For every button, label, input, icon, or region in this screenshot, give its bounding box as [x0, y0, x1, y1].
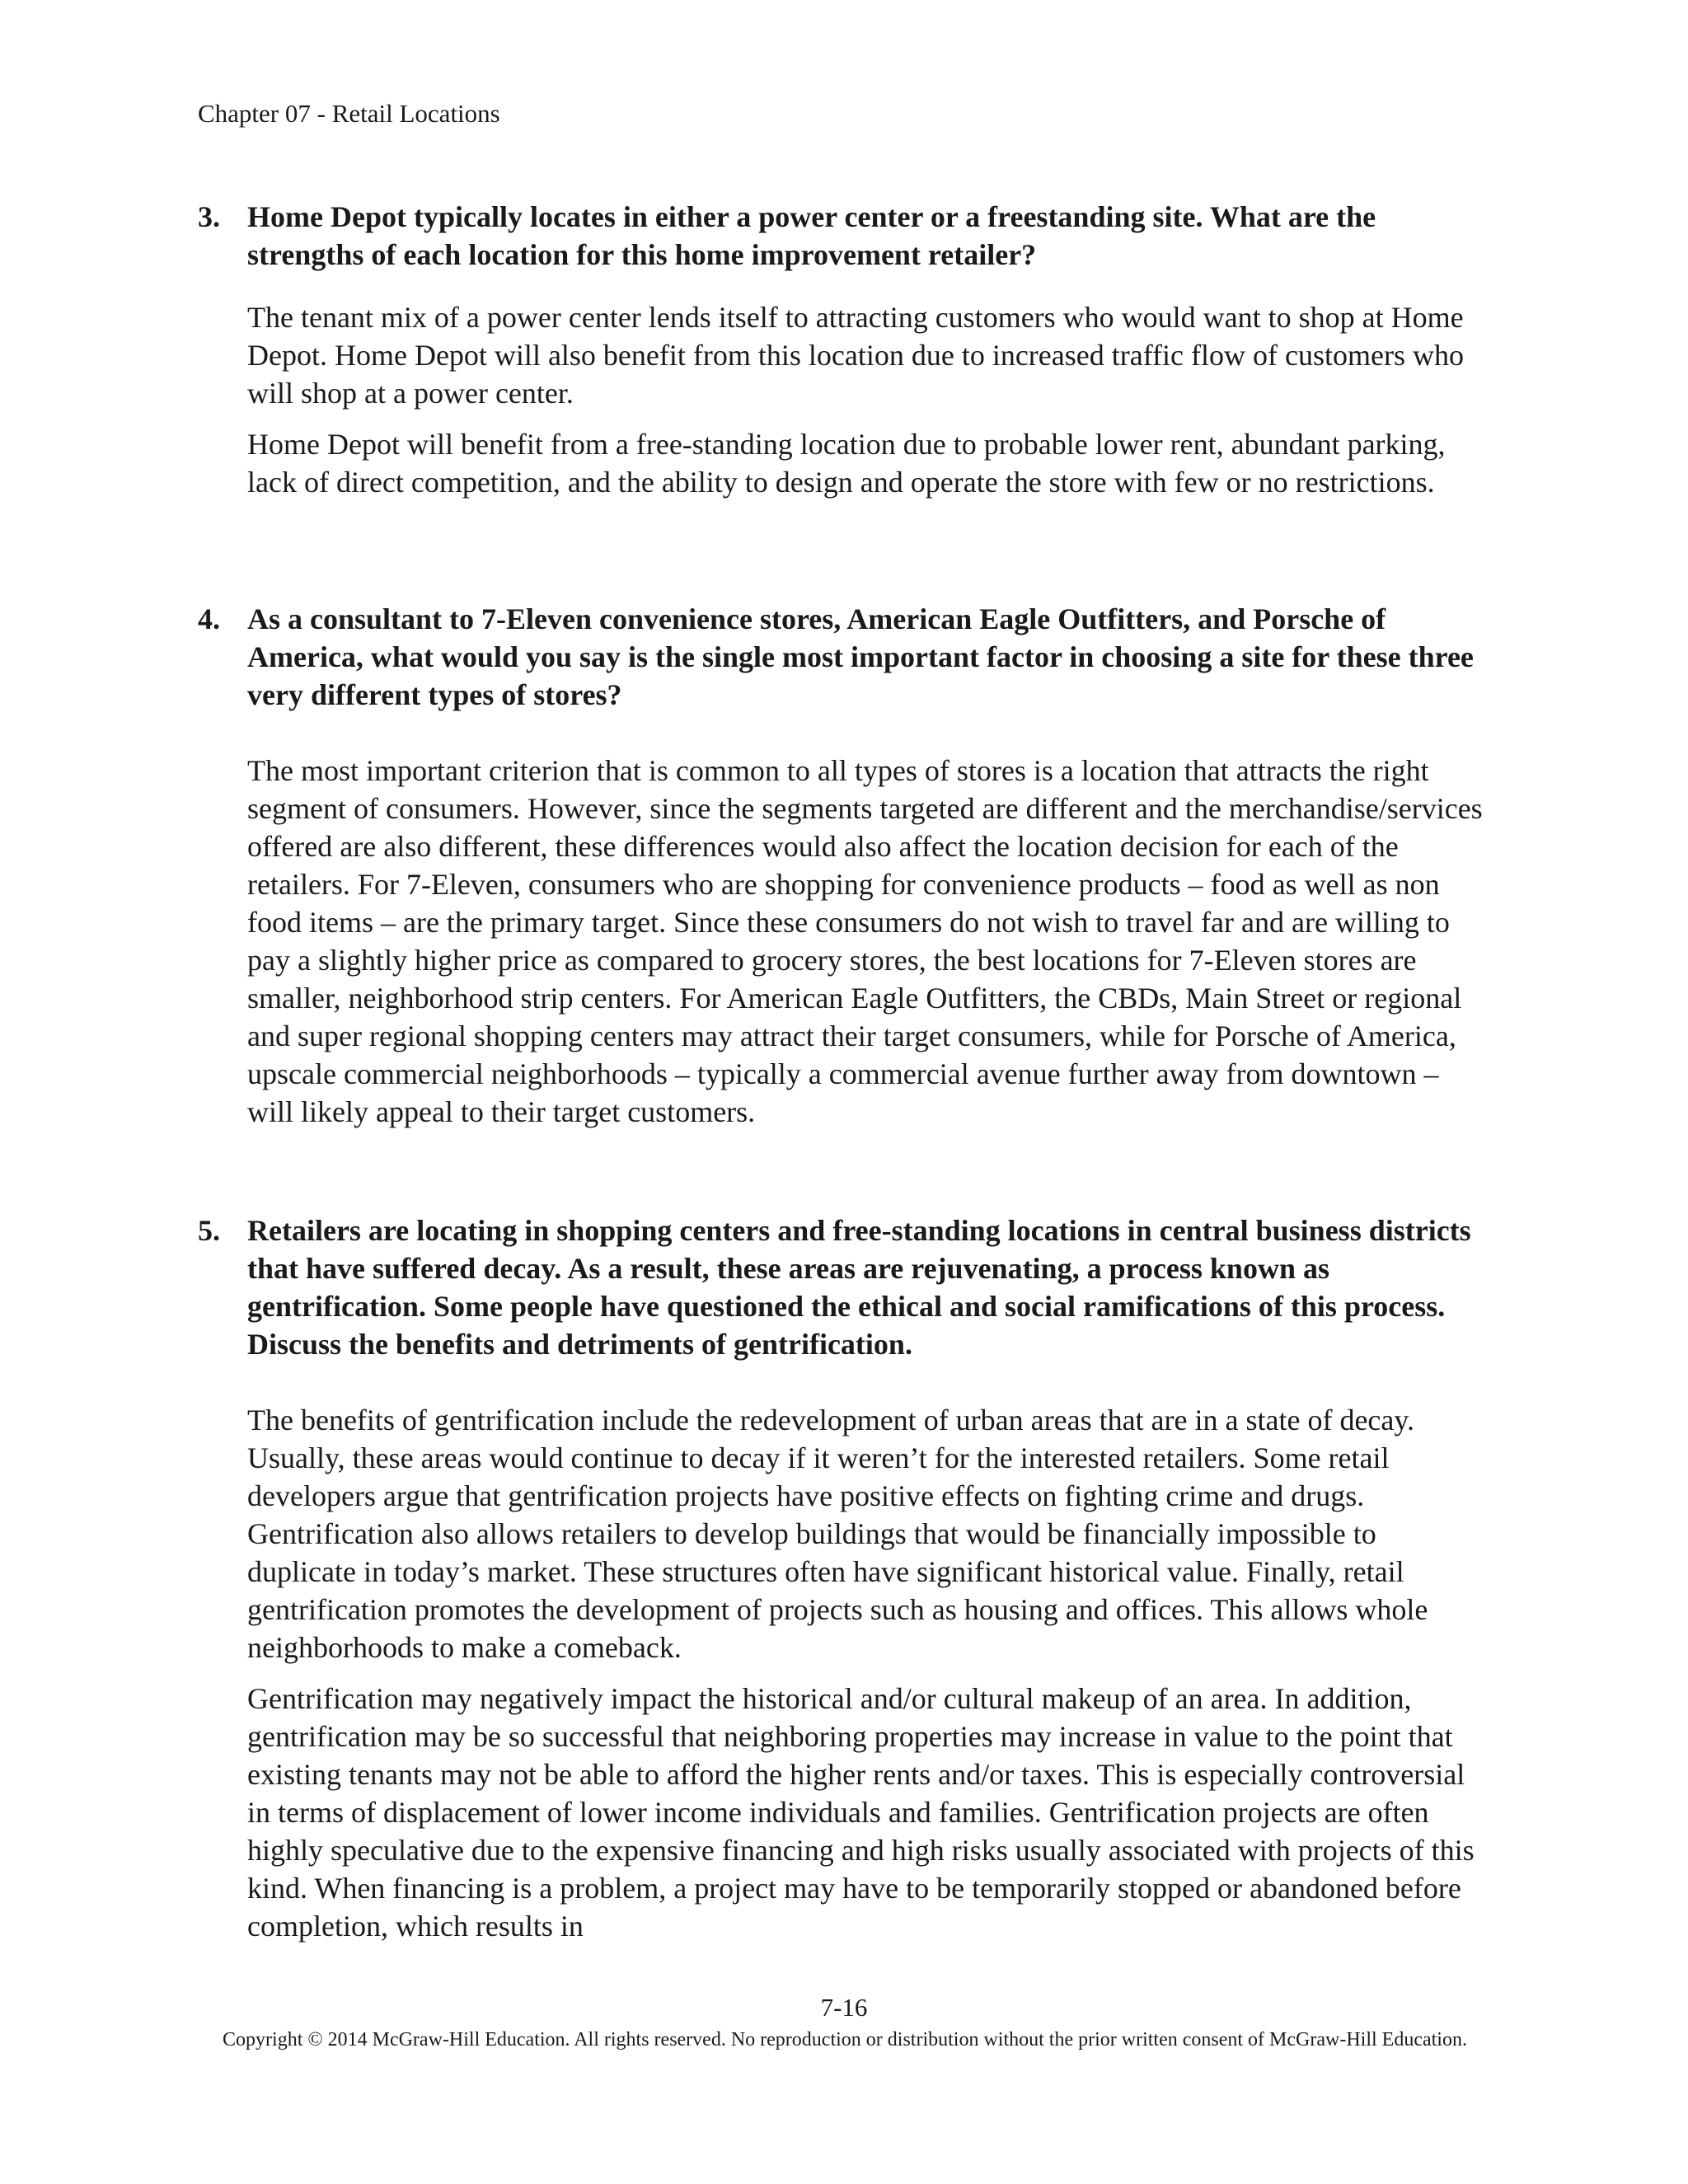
- question-number: 3.: [198, 200, 220, 233]
- copyright-notice: Copyright © 2014 McGraw-Hill Education. All rights reserved. No reproduction or distribution without the prior written consent of McGraw-Hill Education.: [223, 2029, 1467, 2050]
- question-text: Retailers are locating in shopping centers and free-standing locations in central business districts that have suffered decay. As a result, these areas are rejuvenating, a process known as gentrification. Some people have questioned the ethical and social ramifications of this process. Discuss the benefits and detriments of gentrification.: [247, 1214, 1471, 1361]
- question-item: [198, 600, 1492, 1131]
- answer-paragraph: Home Depot will benefit from a free-standing location due to probable lower rent, abundant parking, lack of direct competition, and the ability to design and operate the store with few or no restrictions.: [247, 428, 1446, 499]
- answer-paragraph: The most important criterion that is common to all types of stores is a location that attracts the right segment of consumers. However, since the segments targeted are different and the merchandise/services offered are also different, these differences would also affect the location decision for each of the retailers. For 7-Eleven, consumers who are shopping for convenience products – food as well as non food items – are the primary target. Since these consumers do not wish to travel far and are willing to pay a slightly higher price as compared to grocery stores, the best locations for 7-Eleven stores are smaller, neighborhood strip centers. For American Eagle Outfitters, the CBDs, Main Street or regional and super regional shopping centers may attract their target consumers, while for Porsche of America, upscale commercial neighborhoods – typically a commercial avenue further away from downtown – will likely appeal to their target customers.: [247, 754, 1483, 1128]
- answer-paragraph: The benefits of gentrification include the redevelopment of urban areas that are in a state of decay. Usually, these areas would continue to decay if it weren’t for the interested retailers. Some retail developers argue that gentrification projects have positive effects on fighting crime and drugs. Gentrification also allows retailers to develop buildings that would be financially impossible to duplicate in today’s market. These structures often have significant historical value. Finally, retail gentrification promotes the development of projects such as housing and offices. This allows whole neighborhoods to make a comeback.: [247, 1404, 1428, 1664]
- answer-paragraph: Gentrification may negatively impact the historical and/or cultural makeup of an area. In addition, gentrification may be so successful that neighboring properties may increase in value to the point that existing tenants may not be able to afford the higher rents and/or taxes. This is especially controversial in terms of displacement of lower income individuals and families. Gentrification projects are often highly speculative due to the expensive financing and high risks usually associated with projects of this kind. When financing is a problem, a project may have to be temporarily stopped or abandoned before completion, which results in: [247, 1682, 1475, 1943]
- question-number: 4.: [198, 602, 220, 635]
- question-number: 5.: [198, 1214, 220, 1247]
- question-text: As a consultant to 7-Eleven convenience stores, American Eagle Outfitters, and Porsche of America, what would you say is the single most important factor in choosing a site for these three very different types of stores?: [247, 602, 1474, 711]
- answer-paragraph: The tenant mix of a power center lends itself to attracting customers who would want to shop at Home Depot. Home Depot will also benefit from this location due to increased traffic flow of customers who will shop at a power center.: [247, 301, 1464, 410]
- question-text: Home Depot typically locates in either a power center or a freestanding site. What are the strengths of each location for this home improvement retailer?: [247, 200, 1376, 271]
- question-item: [198, 1212, 1492, 1945]
- page-number: 7-16: [820, 1993, 868, 2022]
- chapter-header: Chapter 07 - Retail Locations: [198, 99, 500, 128]
- question-item: [198, 198, 1492, 501]
